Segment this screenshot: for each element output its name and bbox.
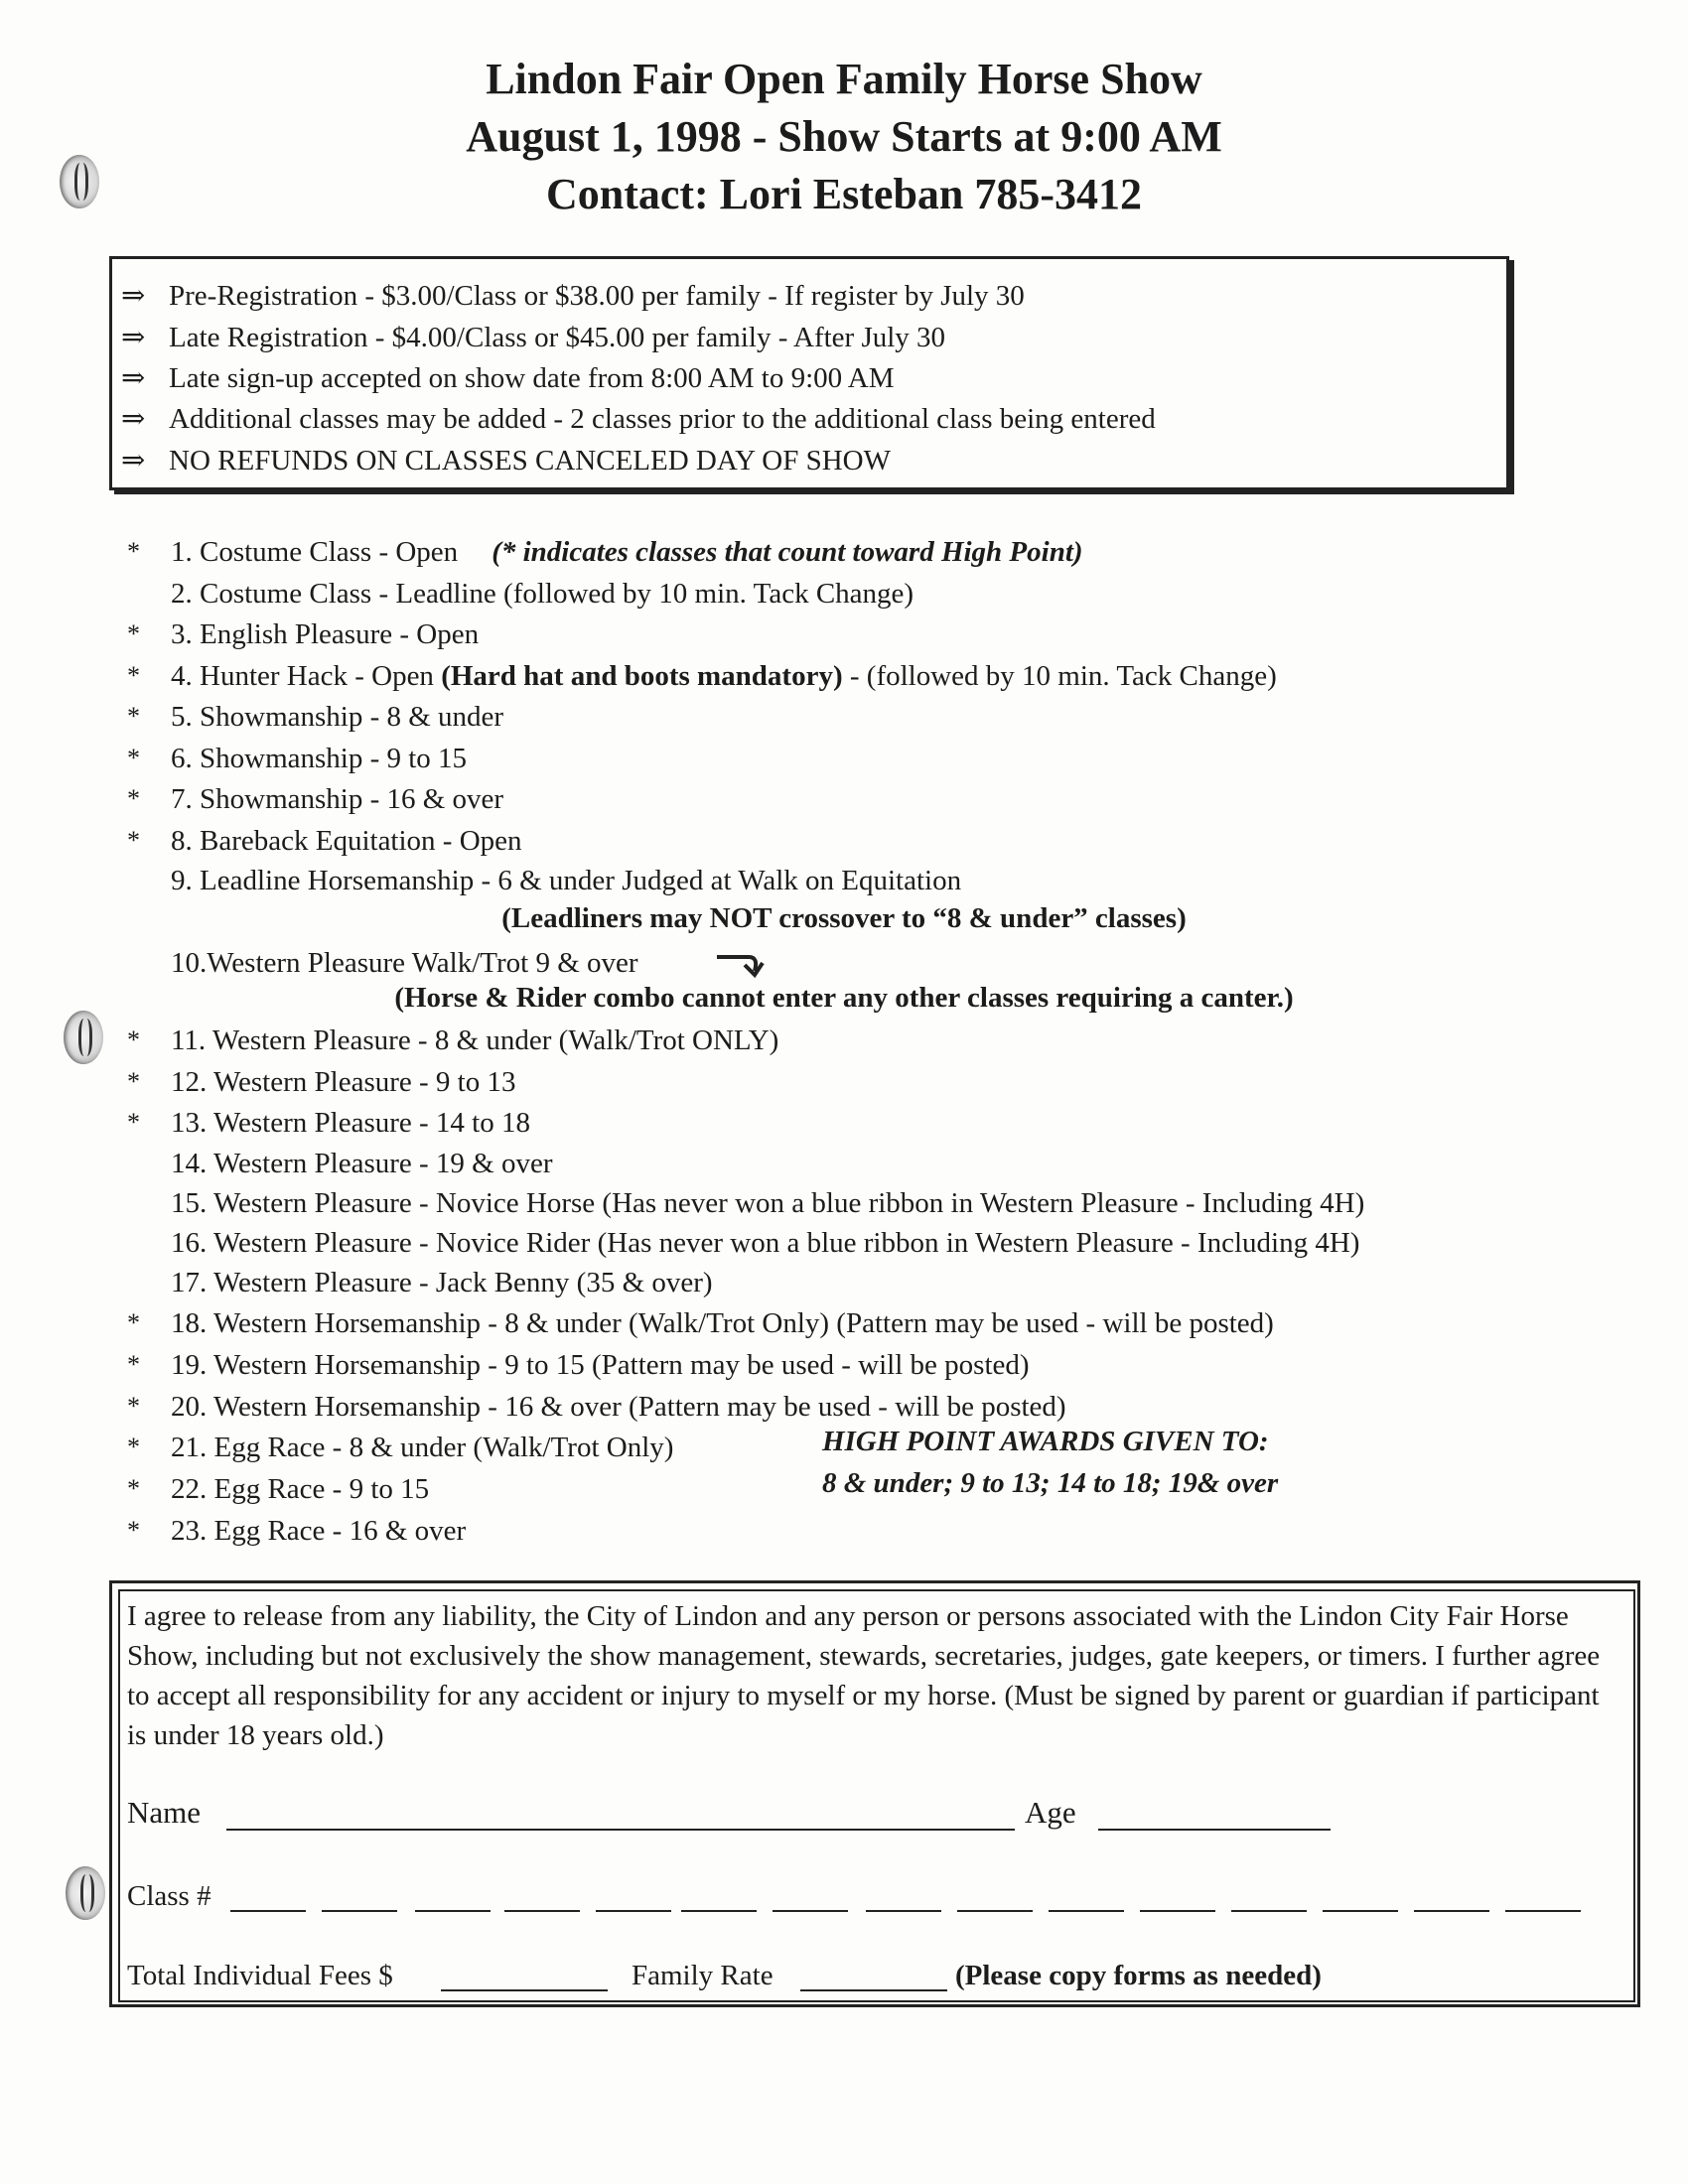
high-point-star-icon: * xyxy=(127,619,140,648)
high-point-star-icon: * xyxy=(127,1474,140,1503)
age-label: Age xyxy=(1025,1795,1076,1830)
high-point-star-icon: * xyxy=(127,537,140,566)
class-number-field[interactable] xyxy=(1231,1910,1307,1912)
high-point-star-icon: * xyxy=(127,744,140,772)
release-text: I agree to release from any liability, the City of Lindon and any person or persons associated with the Lindon City Fair Horse Show, including but not exclusively the show management, stewards, secretaries, judges, gate keepers, or timers. I further agree to accept all responsibility for any accident or injury to myself or my horse. (Must be signed by parent or guardian if participant is under 18 years old.) xyxy=(127,1600,1601,1751)
combo-note: (Horse & Rider combo cannot enter any other classes requiring a canter.) xyxy=(394,982,1294,1014)
class-number-field[interactable] xyxy=(230,1910,306,1912)
high-point-star-icon: * xyxy=(127,1392,140,1421)
high-point-star-icon: * xyxy=(127,1025,140,1054)
arrow-icon: ⇒ xyxy=(121,280,146,312)
high-point-note: (* indicates classes that count toward High Point) xyxy=(492,536,1083,568)
class-item: 19. Western Horsemanship - 9 to 15 (Pattern may be used - will be posted) xyxy=(171,1349,1030,1381)
binder-hole-bottom xyxy=(66,1866,105,1920)
class-item: 21. Egg Race - 8 & under (Walk/Trot Only) xyxy=(171,1432,674,1463)
class-number-field[interactable] xyxy=(415,1910,491,1912)
high-point-star-icon: * xyxy=(127,1308,140,1337)
class-number-field[interactable] xyxy=(773,1910,848,1912)
class-number-field[interactable] xyxy=(681,1910,757,1912)
class-number-field[interactable] xyxy=(957,1910,1033,1912)
class-item: 13. Western Pleasure - 14 to 18 xyxy=(171,1107,530,1139)
high-point-star-icon: * xyxy=(127,661,140,690)
high-point-star-icon: * xyxy=(127,784,140,813)
leadline-note: (Leadliners may NOT crossover to “8 & under” classes) xyxy=(501,902,1187,934)
family-rate-field[interactable] xyxy=(800,1989,947,1991)
registration-line: ⇒ Pre-Registration - $3.00/Class or $38.00 per family - If register by July 30 xyxy=(121,276,1025,316)
class-number-field[interactable] xyxy=(1505,1910,1581,1912)
class-item: 6. Showmanship - 9 to 15 xyxy=(171,743,468,774)
class-item: 3. English Pleasure - Open xyxy=(171,618,480,650)
high-point-star-icon: * xyxy=(127,1433,140,1461)
class-number-label: Class # xyxy=(127,1880,211,1912)
registration-line: ⇒ Late sign-up accepted on show date from 8:00 AM to 9:00 AM xyxy=(121,358,895,398)
high-point-star-icon: * xyxy=(127,1108,140,1137)
family-rate-label: Family Rate xyxy=(632,1960,774,1991)
contact-line: Contact: Lori Esteban 785-3412 xyxy=(545,170,1143,218)
arrow-icon: ⇒ xyxy=(121,403,146,435)
class-number-field[interactable] xyxy=(866,1910,941,1912)
registration-line: ⇒ Additional classes may be added - 2 classes prior to the additional class being entered xyxy=(121,399,1156,439)
high-point-star-icon: * xyxy=(127,1350,140,1379)
class-item: 2. Costume Class - Leadline (followed by 10 min. Tack Change) xyxy=(171,578,914,610)
name-label: Name xyxy=(127,1795,202,1830)
class-item: 14. Western Pleasure - 19 & over xyxy=(171,1148,553,1179)
fees-field[interactable] xyxy=(441,1989,608,1991)
curved-arrow-icon xyxy=(713,943,769,979)
high-point-star-icon: * xyxy=(127,1067,140,1096)
class-item: 20. Western Horsemanship - 16 & over (Pattern may be used - will be posted) xyxy=(171,1391,1066,1423)
arrow-icon: ⇒ xyxy=(121,445,146,477)
class-number-field[interactable] xyxy=(1049,1910,1124,1912)
registration-line: ⇒ NO REFUNDS ON CLASSES CANCELED DAY OF SHOW xyxy=(121,441,891,480)
class-number-field[interactable] xyxy=(1140,1910,1215,1912)
class-item: 7. Showmanship - 16 & over xyxy=(171,783,504,815)
class-number-field[interactable] xyxy=(322,1910,397,1912)
high-point-heading: HIGH POINT AWARDS GIVEN TO: xyxy=(822,1426,1269,1457)
arrow-icon: ⇒ xyxy=(121,322,146,353)
class-item: 16. Western Pleasure - Novice Rider (Has never won a blue ribbon in Western Pleasure - Including 4H) xyxy=(171,1227,1360,1259)
class-item: 17. Western Pleasure - Jack Benny (35 & over) xyxy=(171,1267,713,1298)
binder-hole-middle xyxy=(64,1011,103,1064)
high-point-groups: 8 & under; 9 to 13; 14 to 18; 19& over xyxy=(822,1467,1279,1499)
class-item: 5. Showmanship - 8 & under xyxy=(171,701,504,733)
class-item: 15. Western Pleasure - Novice Horse (Has never won a blue ribbon in Western Pleasure - Including 4H) xyxy=(171,1187,1365,1219)
class-number-field[interactable] xyxy=(504,1910,580,1912)
registration-line: ⇒ Late Registration - $4.00/Class or $45.00 per family - After July 30 xyxy=(121,318,945,357)
class-item: 4. Hunter Hack - Open (Hard hat and boots mandatory) - (followed by 10 min. Tack Change) xyxy=(171,660,1277,692)
class-item: 1. Costume Class - Open (* indicates classes that count toward High Point) xyxy=(171,536,1083,568)
name-field[interactable] xyxy=(226,1829,1015,1831)
show-date: August 1, 1998 - Show Starts at 9:00 AM xyxy=(466,112,1222,161)
class-item: 11. Western Pleasure - 8 & under (Walk/Trot ONLY) xyxy=(171,1024,779,1056)
class-item: 9. Leadline Horsemanship - 6 & under Judged at Walk on Equitation xyxy=(171,865,962,896)
class-item: 22. Egg Race - 9 to 15 xyxy=(171,1473,430,1505)
class-item: 8. Bareback Equitation - Open xyxy=(171,825,522,857)
class-number-field[interactable] xyxy=(596,1910,671,1912)
fees-label: Total Individual Fees $ xyxy=(127,1960,393,1991)
high-point-star-icon: * xyxy=(127,1516,140,1545)
age-field[interactable] xyxy=(1098,1829,1331,1831)
class-item: 12. Western Pleasure - 9 to 13 xyxy=(171,1066,516,1098)
class-number-field[interactable] xyxy=(1323,1910,1398,1912)
class-item: 23. Egg Race - 16 & over xyxy=(171,1515,467,1547)
arrow-icon: ⇒ xyxy=(121,362,146,394)
page-title: Lindon Fair Open Family Horse Show xyxy=(486,55,1202,103)
high-point-star-icon: * xyxy=(127,702,140,731)
copy-note: (Please copy forms as needed) xyxy=(955,1960,1322,1991)
high-point-star-icon: * xyxy=(127,826,140,855)
class-item: 18. Western Horsemanship - 8 & under (Walk/Trot Only) (Pattern may be used - will be posted) xyxy=(171,1307,1274,1339)
class-item: 10.Western Pleasure Walk/Trot 9 & over xyxy=(171,947,638,979)
class-number-field[interactable] xyxy=(1414,1910,1489,1912)
